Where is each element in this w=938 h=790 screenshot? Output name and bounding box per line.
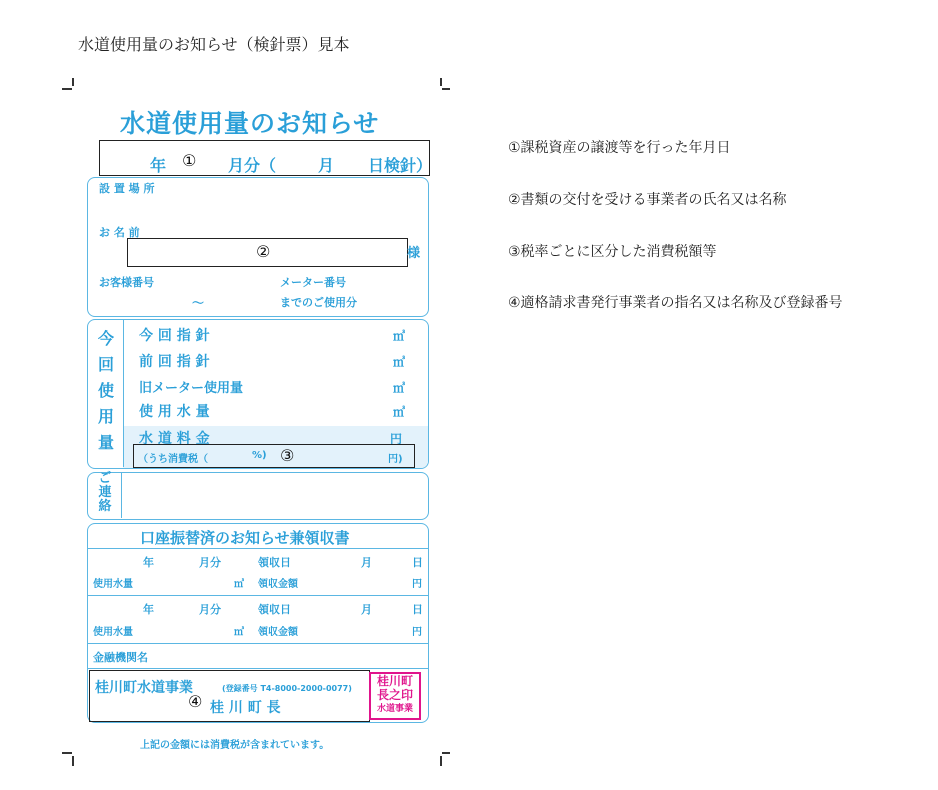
t1-year: 年 <box>143 556 154 569</box>
t1-m3: ㎥ <box>234 579 244 590</box>
crop-mark <box>72 78 74 86</box>
side-char: ご <box>98 471 112 486</box>
previous-reading-label: 前 回 指 針 <box>139 354 210 370</box>
mayor-label: 桂 川 町 長 <box>210 700 281 716</box>
t1-day: 日 <box>412 556 423 569</box>
customer-no-label: お客様番号 <box>99 276 154 289</box>
note-3: ③税率ごとに区分した消費税額等 <box>508 244 717 260</box>
month-label: 月 <box>318 156 335 175</box>
year-label: 年 <box>150 156 167 175</box>
t2-amount: 領収金額 <box>258 627 298 638</box>
marker-3: ③ <box>280 446 295 465</box>
unit: ㎥ <box>393 355 406 369</box>
page-title: 水道使用量のお知らせ（検針票）見本 <box>78 35 350 54</box>
old-meter-usage-label: 旧メーター使用量 <box>139 381 244 396</box>
t2-year: 年 <box>143 603 154 616</box>
t2-month: 月 <box>361 603 372 616</box>
install-place-label: 設 置 場 所 <box>99 182 155 195</box>
marker-2: ② <box>256 242 271 261</box>
unit: ㎥ <box>393 405 406 419</box>
side-char: 用 <box>97 407 114 426</box>
t2-yen: 円 <box>412 627 422 638</box>
usage-until-label: までのご使用分 <box>280 296 357 309</box>
side-char: 回 <box>97 355 114 374</box>
crop-mark <box>72 756 74 766</box>
note-1: ①課税資産の譲渡等を行った年月日 <box>508 140 731 156</box>
water-usage-label: 使 用 水 量 <box>139 404 210 420</box>
side-char: 量 <box>97 433 114 452</box>
transfer-title: 口座振替済のお知らせ兼領収書 <box>140 529 350 547</box>
usage-divider <box>123 319 124 467</box>
t2-usage: 使用水量 <box>93 627 133 638</box>
divider <box>87 595 428 596</box>
side-char: 今 <box>97 329 114 348</box>
crop-mark <box>62 88 72 90</box>
side-char: 絡 <box>98 499 112 514</box>
marker-1: ① <box>182 151 197 170</box>
crop-mark <box>62 752 72 754</box>
reading-day-label: 日検針） <box>368 156 433 175</box>
t1-yen: 円 <box>412 579 422 590</box>
official-seal <box>369 672 421 720</box>
water-fee-label: 水 道 料 金 <box>139 431 210 447</box>
crop-mark <box>442 752 450 754</box>
seal-line: 長之印 <box>376 688 413 702</box>
crop-mark <box>442 88 450 90</box>
registration-number: (登録番号 T4-8000-2000-0077) <box>222 684 352 693</box>
tax-left: （うち消費税（ <box>138 454 208 465</box>
t2-day: 日 <box>412 603 423 616</box>
contact-side-label <box>97 472 113 514</box>
t1-receipt-day: 領収日 <box>258 556 291 569</box>
tax-right: 円) <box>388 454 403 465</box>
crop-mark <box>440 756 442 766</box>
note-4: ④適格請求書発行事業者の指名又は名称及び登録番号 <box>508 295 843 311</box>
issuer-name: 桂川町水道事業 <box>95 680 193 696</box>
sama-label: 様 <box>407 246 421 261</box>
current-reading-label: 今 回 指 針 <box>139 328 210 344</box>
t1-month-for: 月分 <box>199 556 221 569</box>
t2-m3: ㎥ <box>234 627 244 638</box>
tax-pct: %) <box>252 450 267 461</box>
tilde: ～ <box>192 296 205 310</box>
name-label: お 名 前 <box>99 226 140 239</box>
t2-receipt-day: 領収日 <box>258 603 291 616</box>
unit: 円 <box>390 432 403 446</box>
divider <box>87 643 428 644</box>
month-for-label: 月分（ <box>228 156 277 175</box>
t1-usage: 使用水量 <box>93 579 133 590</box>
form-title: 水道使用量のお知らせ <box>120 109 380 138</box>
divider <box>87 548 428 549</box>
divider <box>87 668 428 669</box>
footer-note: 上記の金額には消費税が含まれています。 <box>140 740 330 751</box>
unit: ㎥ <box>393 329 406 343</box>
contact-section <box>87 472 429 520</box>
bank-name-label: 金融機関名 <box>93 651 148 664</box>
seal-line: 水道事業 <box>376 704 413 714</box>
usage-side-label <box>96 326 116 456</box>
seal-line: 桂川町 <box>376 674 413 688</box>
crop-mark <box>440 78 442 86</box>
contact-divider <box>121 472 122 518</box>
t2-month-for: 月分 <box>199 603 221 616</box>
unit: ㎥ <box>393 381 406 395</box>
side-char: 連 <box>98 485 112 500</box>
t1-amount: 領収金額 <box>258 579 298 590</box>
note-2: ②書類の交付を受ける事業者の氏名又は名称 <box>508 192 787 208</box>
meter-no-label: メーター番号 <box>280 276 346 289</box>
side-char: 使 <box>97 381 114 400</box>
marker-4: ④ <box>188 692 203 711</box>
t1-month: 月 <box>361 556 372 569</box>
